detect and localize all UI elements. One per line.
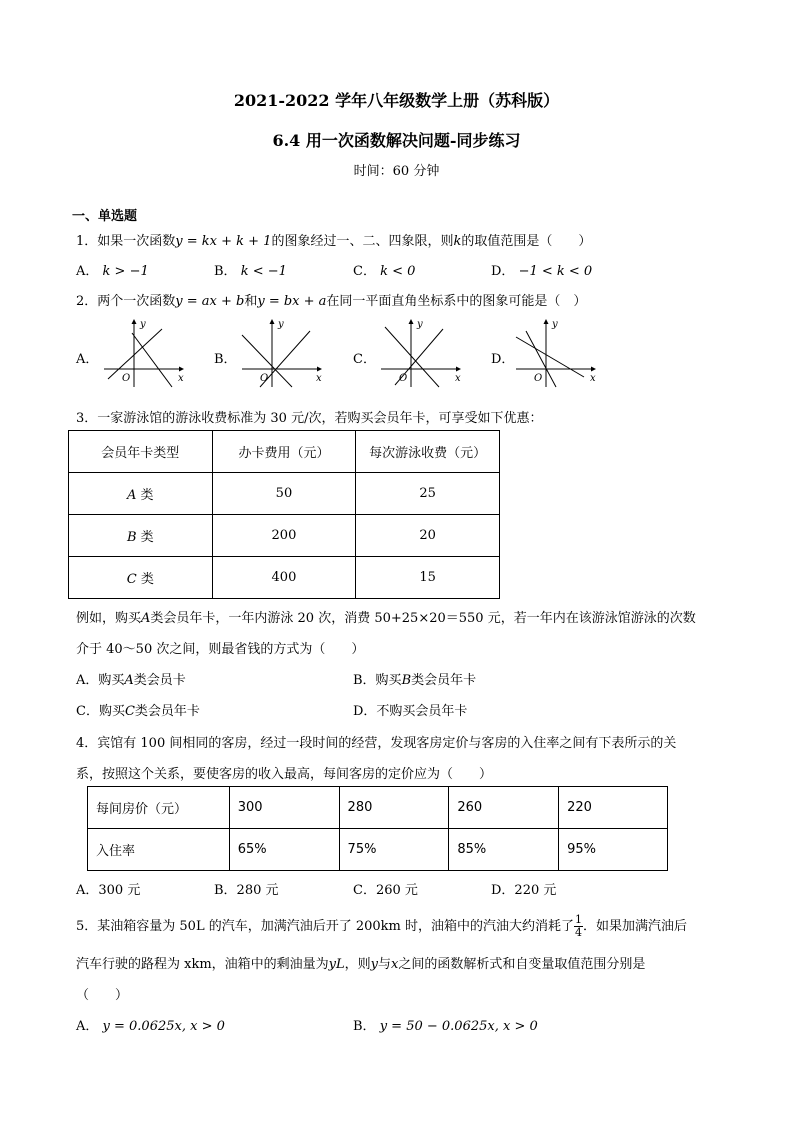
section-heading: 一、单选题 [72, 209, 138, 224]
table-cell: 400 [212, 557, 356, 599]
table-cell: 260 [449, 787, 559, 829]
q5-option-b[interactable] [353, 1015, 538, 1034]
table-cell: 65% [229, 829, 339, 871]
table-cell [69, 515, 213, 557]
card-type-suffix: 类 [136, 530, 154, 545]
q2-option-a-label[interactable]: A． [76, 352, 99, 367]
var-a: A [141, 611, 151, 626]
q4-option-c[interactable]: C．260 元 [353, 883, 418, 898]
question-5-line2 [76, 953, 645, 972]
q4-option-b[interactable]: B．280 元 [214, 883, 279, 898]
q2-graph-b [238, 315, 328, 390]
membership-table [68, 430, 500, 599]
text-span: 类会员年卡，一年内游泳 20 次，消费 50+25×20＝550 元，若一年内在该游泳馆游泳的次数 [150, 611, 696, 626]
question-4-line2: 系，按照这个关系，要使客房的收入最高，每间客房的定价应为（ ） [76, 767, 493, 782]
q4-option-a[interactable]: A．300 元 [76, 883, 141, 898]
q1-option-b[interactable] [214, 260, 287, 279]
q2-and: 和 [244, 294, 258, 309]
y-axis-label: y [552, 319, 558, 330]
q2-graph-a [100, 315, 190, 390]
card-type: B [126, 530, 137, 545]
origin-label: O [399, 373, 408, 384]
table-cell: 20 [356, 515, 500, 557]
q1-option-c[interactable] [353, 260, 415, 279]
text-span: 5．某油箱容量为 50L 的汽车，加满汽油后开了 200km 时，油箱中的汽油大约消耗了 [76, 919, 574, 934]
x-axis-label: x [455, 373, 461, 384]
q1-option-d[interactable] [491, 260, 592, 279]
table-cell: 85% [449, 829, 559, 871]
var: x [391, 957, 399, 972]
option-label: C． [353, 264, 376, 279]
q2-option-b-label[interactable]: B． [214, 352, 237, 367]
q1-expression: y = kx + k + 1 [175, 234, 272, 249]
option-text: y = 50 − 0.0625x, x > 0 [379, 1019, 538, 1034]
origin-label: O [122, 373, 131, 384]
x-axis-label: x [178, 373, 184, 384]
table-cell: 50 [212, 473, 356, 515]
q1-k: k [453, 234, 462, 249]
option-text: y = 0.0625x, x > 0 [102, 1019, 225, 1034]
q1-mid: 的图象经过一、二、四象限，则 [271, 234, 454, 249]
table-cell: 15 [356, 557, 500, 599]
option-text: k < −1 [240, 264, 287, 279]
document-title: 2021-2022 学年八年级数学上册（苏科版） [233, 91, 560, 110]
option-text: −1 < k < 0 [518, 264, 593, 279]
text-span: ，则 [344, 957, 371, 972]
option-label: B． [214, 264, 237, 279]
text-span: B．购买 [353, 673, 402, 688]
var: A [124, 673, 134, 688]
q1-suffix: 的取值范围是（ ） [461, 234, 592, 249]
table-cell: 25 [356, 473, 500, 515]
table-cell: 300 [229, 787, 339, 829]
var: y [370, 957, 379, 972]
table-row [88, 787, 668, 829]
q2-suffix: 在同一平面直角坐标系中的图象可能是（ ） [326, 294, 587, 309]
fraction-denominator: 4 [575, 926, 582, 939]
table-header-cell: 办卡费用（元） [212, 431, 356, 473]
q2-expression-1: y = ax + b [175, 294, 245, 309]
q2-option-c-label[interactable]: C． [353, 352, 376, 367]
table-cell: 入住率 [88, 829, 230, 871]
text-span: 之间的函数解析式和自变量取值范围分别是 [398, 957, 646, 972]
q1-prefix: 1．如果一次函数 [76, 234, 176, 249]
q3-example-line2: 介于 40～50 次之间，则最省钱的方式为（ ） [76, 642, 365, 657]
question-5-line3: （ ） [76, 988, 129, 1003]
var: yL [328, 957, 345, 972]
time-limit: 时间：60 分钟 [353, 164, 440, 179]
q5-option-a[interactable] [76, 1015, 225, 1034]
document-subtitle: 6.4 用一次函数解决问题-同步练习 [272, 131, 521, 150]
q3-example-line1 [76, 607, 696, 626]
q3-option-a[interactable] [76, 669, 186, 688]
text-span: 与 [378, 957, 392, 972]
table-header-cell: 会员年卡类型 [69, 431, 213, 473]
table-cell: 200 [212, 515, 356, 557]
fraction-one-quarter [574, 914, 583, 939]
var: C [124, 704, 135, 719]
table-row [69, 515, 500, 557]
option-label: A． [76, 1019, 99, 1034]
option-text: k > −1 [102, 264, 149, 279]
card-type: C [126, 572, 137, 587]
table-cell: 75% [339, 829, 449, 871]
var: B [401, 673, 412, 688]
text-span: 例如，购买 [76, 611, 142, 626]
q2-expression-2: y = bx + a [257, 294, 327, 309]
table-cell: 220 [559, 787, 668, 829]
table-row [88, 829, 668, 871]
card-type-suffix: 类 [136, 572, 154, 587]
table-cell [69, 473, 213, 515]
fraction-numerator: 1 [575, 913, 582, 926]
table-header-cell: 每次游泳收费（元） [356, 431, 500, 473]
table-cell [69, 557, 213, 599]
q2-graph-c [377, 315, 467, 390]
q3-option-d[interactable]: D．不购买会员年卡 [353, 704, 468, 719]
origin-label: O [534, 373, 543, 384]
x-axis-label: x [316, 373, 322, 384]
text-span: C．购买 [76, 704, 125, 719]
question-3: 3．一家游泳馆的游泳收费标准为 30 元/次，若购买会员年卡，可享受如下优惠： [76, 411, 543, 426]
text-span: 类会员年卡 [411, 673, 477, 688]
question-5-line1 [76, 914, 687, 939]
q1-option-a[interactable] [76, 260, 149, 279]
y-axis-label: y [140, 319, 146, 330]
text-span: 汽车行驶的路程为 xkm，油箱中的剩油量为 [76, 957, 329, 972]
text-span: A．购买 [76, 673, 125, 688]
q4-option-d[interactable]: D．220 元 [491, 883, 557, 898]
table-row [69, 557, 500, 599]
table-cell: 95% [559, 829, 668, 871]
q2-prefix: 2．两个一次函数 [76, 294, 176, 309]
text-span: 类会员年卡 [134, 704, 200, 719]
option-label: B． [353, 1019, 376, 1034]
question-2 [76, 290, 586, 309]
q3-option-b[interactable] [353, 669, 476, 688]
origin-label: O [260, 373, 269, 384]
y-axis-label: y [417, 319, 423, 330]
table-cell: 每间房价（元） [88, 787, 230, 829]
option-label: D． [491, 264, 515, 279]
table-header-row [69, 431, 500, 473]
option-label: A． [76, 264, 99, 279]
table-cell: 280 [339, 787, 449, 829]
text-span: 类会员卡 [133, 673, 186, 688]
q2-option-d-label[interactable]: D． [491, 352, 515, 367]
question-4-line1: 4．宾馆有 100 间相同的客房，经过一段时间的经营，发现客房定价与客房的入住率之间有下表所示的关 [76, 736, 677, 751]
text-span: ．如果加满汽油后 [583, 919, 688, 934]
q2-graph-d [512, 315, 602, 390]
option-text: k < 0 [380, 264, 416, 279]
table-row [69, 473, 500, 515]
question-1 [76, 230, 591, 249]
room-price-table [87, 786, 668, 871]
q3-option-c[interactable] [76, 700, 200, 719]
x-axis-label: x [590, 373, 596, 384]
card-type: A [127, 488, 137, 503]
card-type-suffix: 类 [136, 488, 154, 503]
y-axis-label: y [278, 319, 284, 330]
